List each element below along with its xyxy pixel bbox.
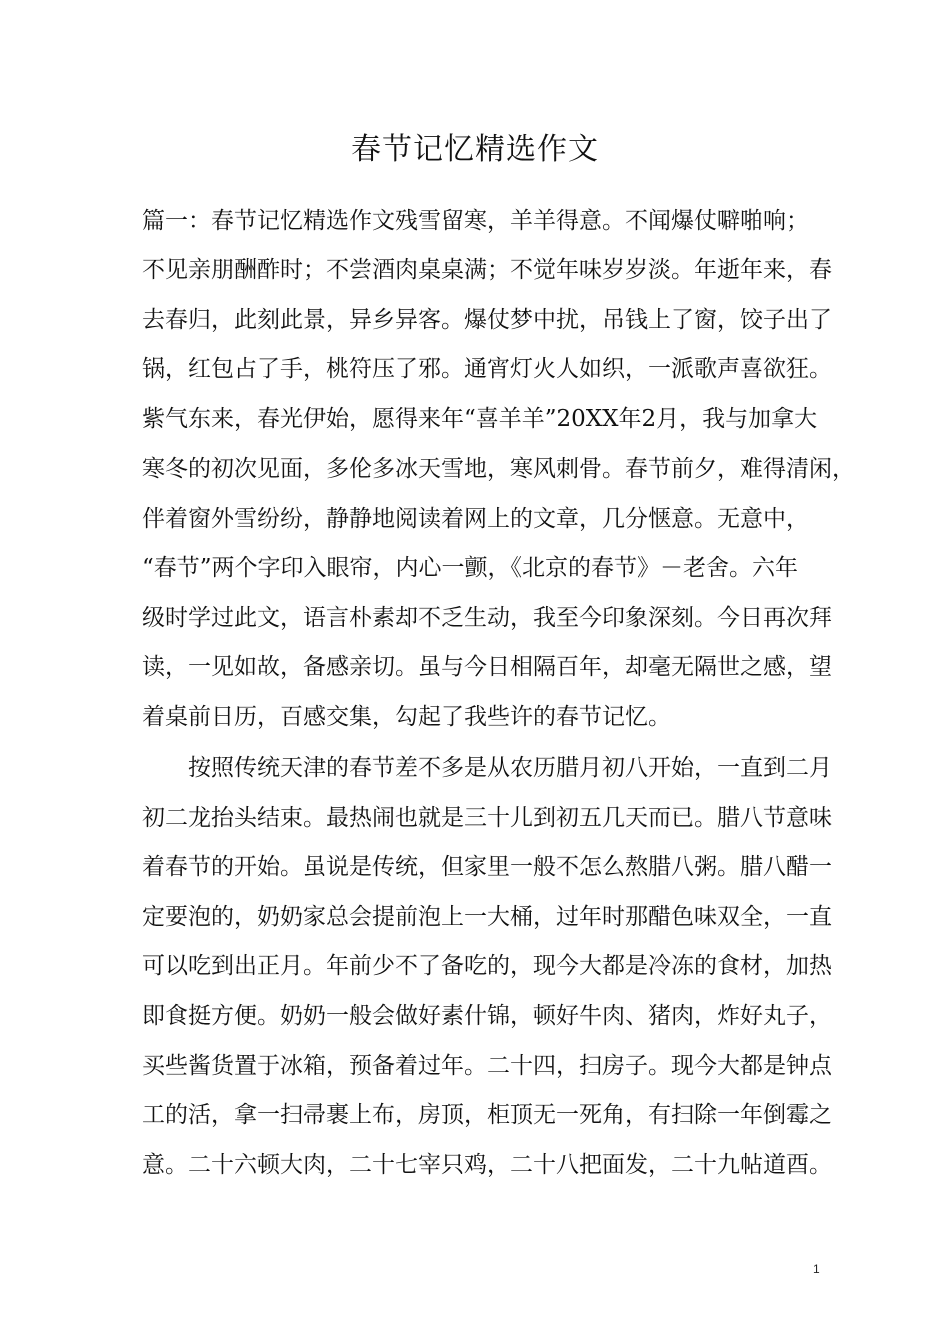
text-line: 意。二十六顿大肉，二十七宰只鸡，二十八把面发，二十九帖道酉。 — [142, 1152, 832, 1178]
text-line: 锅，红包占了手，桃符压了邪。通宵灯火人如织，一派歌声喜欲狂。 — [142, 356, 832, 382]
text-line: 伴着窗外雪纷纷，静静地阅读着网上的文章，几分惬意。无意中， — [142, 506, 809, 532]
paragraph-first-line: 按照传统天津的春节差不多是从农历腊月初八开始，一直到二月 — [188, 755, 832, 781]
text-line: 着桌前日历，百感交集，勾起了我些许的春节记忆。 — [142, 704, 671, 730]
text-line: 寒冬的初次见面，多伦多冰天雪地，寒风刺骨。春节前夕，难得清闲， — [142, 456, 855, 482]
text-line: 可以吃到出正月。年前少不了备吃的，现今大都是冷冻的食材，加热 — [142, 953, 832, 979]
text-line: 工的活，拿一扫帚裹上布，房顶，柜顶无一死角，有扫除一年倒霉之 — [142, 1102, 832, 1128]
text-line: 篇一：春节记忆精选作文残雪留寒，羊羊得意。不闻爆仗噼啪响； — [142, 208, 809, 234]
text-line: 紫气东来，春光伊始，愿得来年“喜羊羊”20XX年2月，我与加拿大 — [142, 406, 818, 432]
text-line: 去春归，此刻此景，异乡异客。爆仗梦中扰，吊钱上了窗，饺子出了 — [142, 307, 832, 333]
text-line: 级时学过此文，语言朴素却不乏生动，我至今印象深刻。今日再次拜 — [142, 605, 832, 631]
text-line: 初二龙抬头结束。最热闹也就是三十儿到初五几天而已。腊八节意味 — [142, 805, 832, 831]
text-line: 即食挺方便。奶奶一般会做好素什锦，顿好牛肉、猪肉，炸好丸子， — [142, 1003, 832, 1029]
text-line: 不见亲朋酬酢时；不尝酒肉桌桌满；不觉年味岁岁淡。年逝年来，春 — [142, 257, 832, 283]
page-number: 1 — [813, 1262, 820, 1276]
document-title: 春节记忆精选作文 — [351, 132, 599, 167]
text-line: 着春节的开始。虽说是传统，但家里一般不怎么熬腊八粥。腊八醋一 — [142, 854, 832, 880]
text-line: 买些酱货置于冰箱，预备着过年。二十四，扫房子。现今大都是钟点 — [142, 1053, 832, 1079]
text-line: “春节”两个字印入眼帘，内心一颤，《北京的春节》－老舍。六年 — [142, 555, 799, 581]
text-line: 定要泡的，奶奶家总会提前泡上一大桶，过年时那醋色味双全，一直 — [142, 904, 832, 930]
text-line: 读，一见如故，备感亲切。虽与今日相隔百年，却毫无隔世之感，望 — [142, 654, 832, 680]
